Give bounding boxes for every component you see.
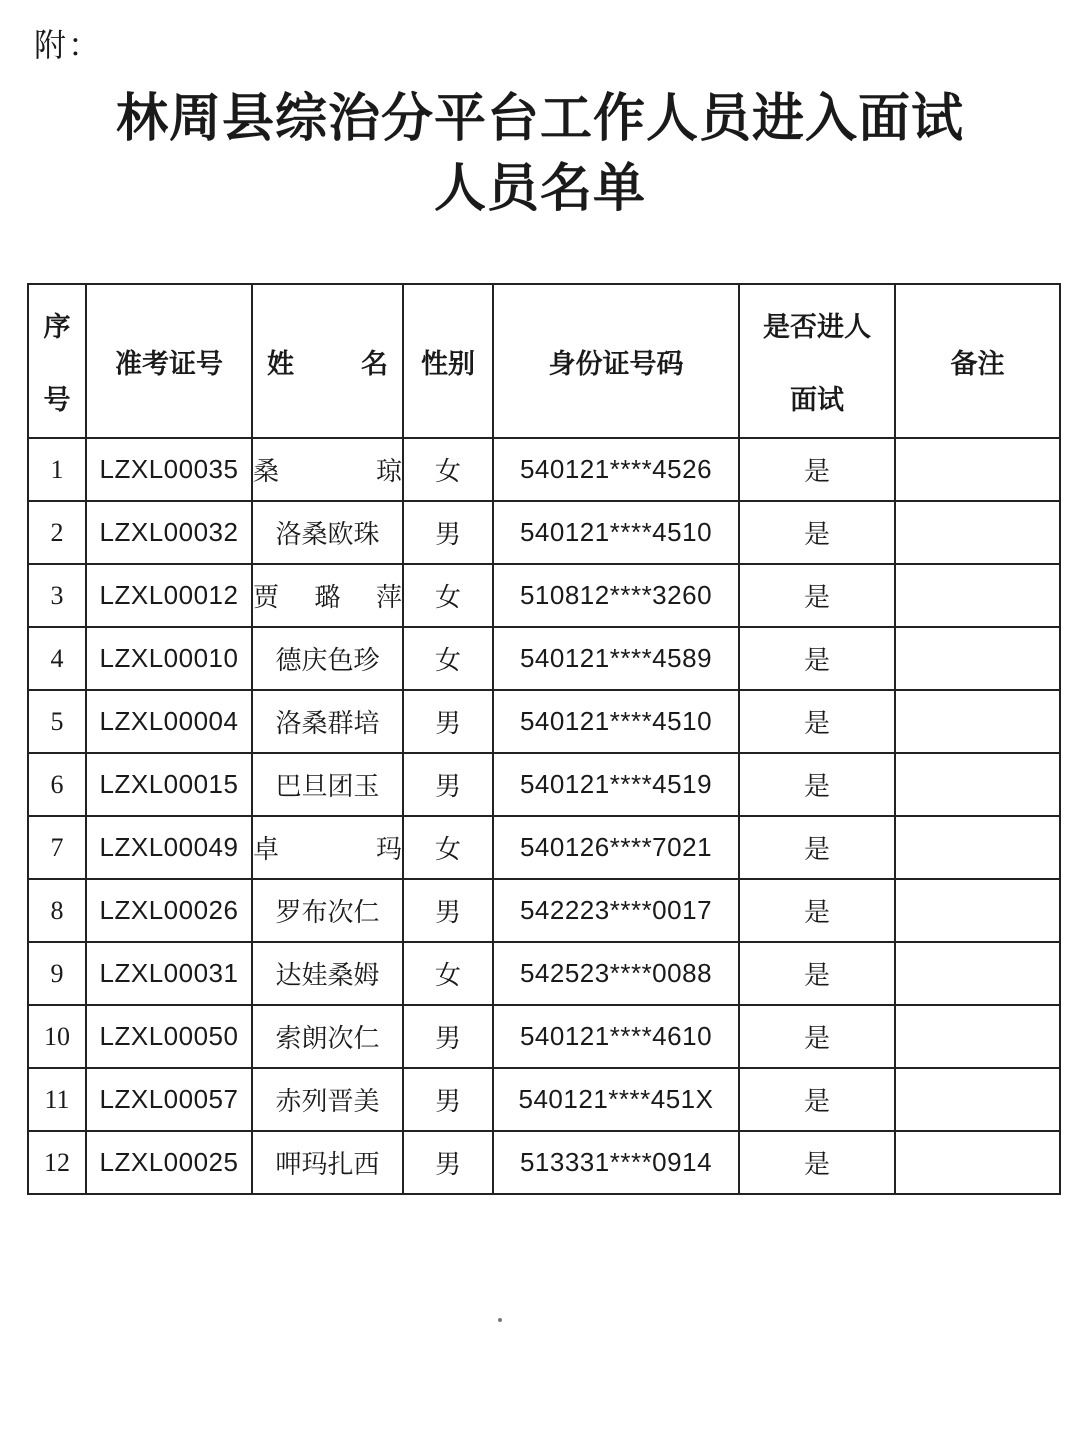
- header-enter: [739, 284, 895, 438]
- cell-enter: 是: [739, 1068, 895, 1131]
- cell-name: 呷玛扎西: [252, 1131, 403, 1194]
- cell-id-number: 540121****4589: [493, 627, 739, 690]
- cell-seq: 12: [28, 1131, 86, 1194]
- cell-gender: 男: [403, 690, 493, 753]
- cell-gender: 女: [403, 627, 493, 690]
- cell-seq: 4: [28, 627, 86, 690]
- table-header-row: [28, 284, 1060, 438]
- cell-cert: LZXL00049: [86, 816, 252, 879]
- table-row: [28, 690, 1060, 753]
- table-row: [28, 753, 1060, 816]
- cell-note: [895, 879, 1060, 942]
- cell-name: 索朗次仁: [252, 1005, 403, 1068]
- cell-cert: LZXL00057: [86, 1068, 252, 1131]
- cell-id-number: 513331****0914: [493, 1131, 739, 1194]
- cell-note: [895, 1068, 1060, 1131]
- header-seq-bottom: 号: [43, 385, 71, 416]
- cell-note: [895, 690, 1060, 753]
- header-enter-bottom: 面试: [790, 385, 844, 416]
- table-row: [28, 564, 1060, 627]
- header-gender: 性别: [403, 284, 493, 438]
- attachment-label: 附：: [34, 26, 103, 64]
- cell-id-number: 510812****3260: [493, 564, 739, 627]
- cell-gender: 男: [403, 753, 493, 816]
- cell-seq: 2: [28, 501, 86, 564]
- cell-enter: 是: [739, 1005, 895, 1068]
- header-cert: 准考证号: [86, 284, 252, 438]
- cell-name: 卓 玛: [252, 816, 403, 879]
- cell-cert: LZXL00004: [86, 690, 252, 753]
- cell-cert: LZXL00026: [86, 879, 252, 942]
- table-row: [28, 627, 1060, 690]
- cell-note: [895, 1131, 1060, 1194]
- table-row: [28, 879, 1060, 942]
- cell-name: 赤列晋美: [252, 1068, 403, 1131]
- cell-cert: LZXL00032: [86, 501, 252, 564]
- cell-note: [895, 627, 1060, 690]
- cell-cert: LZXL00035: [86, 438, 252, 501]
- cell-name: 罗布次仁: [252, 879, 403, 942]
- cell-name: 洛桑欧珠: [252, 501, 403, 564]
- cell-enter: 是: [739, 879, 895, 942]
- cell-id-number: 540121****4526: [493, 438, 739, 501]
- cell-enter: 是: [739, 753, 895, 816]
- header-name-right: 名: [361, 348, 388, 380]
- table-row: [28, 1068, 1060, 1131]
- header-id-number: 身份证号码: [493, 284, 739, 438]
- header-note: 备注: [895, 284, 1060, 438]
- cell-note: [895, 753, 1060, 816]
- cell-enter: 是: [739, 564, 895, 627]
- cell-seq: 11: [28, 1068, 86, 1131]
- cell-note: [895, 564, 1060, 627]
- cell-note: [895, 816, 1060, 879]
- cell-id-number: 540121****4610: [493, 1005, 739, 1068]
- cell-enter: 是: [739, 1131, 895, 1194]
- header-name-left: 姓: [267, 348, 294, 380]
- header-enter-top: 是否进人: [763, 312, 871, 343]
- cell-gender: 男: [403, 879, 493, 942]
- cell-id-number: 540121****4510: [493, 501, 739, 564]
- cell-gender: 男: [403, 1068, 493, 1131]
- cell-cert: LZXL00025: [86, 1131, 252, 1194]
- cell-gender: 男: [403, 1131, 493, 1194]
- cell-note: [895, 1005, 1060, 1068]
- cell-note: [895, 501, 1060, 564]
- cell-note: [895, 438, 1060, 501]
- cell-gender: 男: [403, 1005, 493, 1068]
- cell-name: 巴旦团玉: [252, 753, 403, 816]
- cell-enter: 是: [739, 438, 895, 501]
- cell-seq: 7: [28, 816, 86, 879]
- cell-cert: LZXL00031: [86, 942, 252, 1005]
- cell-id-number: 540121****451X: [493, 1068, 739, 1131]
- cell-seq: 1: [28, 438, 86, 501]
- cell-name: 桑 琼: [252, 438, 403, 501]
- header-seq: [28, 284, 86, 438]
- header-seq-top: 序: [43, 312, 71, 343]
- document-title-line-1: 林周县综治分平台工作人员进入面试: [115, 89, 964, 149]
- cell-seq: 3: [28, 564, 86, 627]
- table-row: [28, 1131, 1060, 1194]
- cell-seq: 5: [28, 690, 86, 753]
- scan-speck: [498, 1318, 502, 1322]
- cell-gender: 女: [403, 438, 493, 501]
- cell-enter: 是: [739, 627, 895, 690]
- cell-name: 贾 璐 萍: [252, 564, 403, 627]
- cell-cert: LZXL00012: [86, 564, 252, 627]
- cell-cert: LZXL00015: [86, 753, 252, 816]
- cell-gender: 女: [403, 816, 493, 879]
- cell-seq: 6: [28, 753, 86, 816]
- cell-enter: 是: [739, 501, 895, 564]
- cell-note: [895, 942, 1060, 1005]
- cell-gender: 女: [403, 564, 493, 627]
- cell-id-number: 540121****4510: [493, 690, 739, 753]
- cell-name: 达娃桑姆: [252, 942, 403, 1005]
- cell-name: 德庆色珍: [252, 627, 403, 690]
- table-row: [28, 501, 1060, 564]
- header-name: [252, 284, 403, 438]
- cell-enter: 是: [739, 942, 895, 1005]
- cell-gender: 女: [403, 942, 493, 1005]
- table-row: [28, 816, 1060, 879]
- cell-gender: 男: [403, 501, 493, 564]
- table-row: [28, 1005, 1060, 1068]
- cell-id-number: 540121****4519: [493, 753, 739, 816]
- cell-seq: 9: [28, 942, 86, 1005]
- table-row: [28, 438, 1060, 501]
- cell-enter: 是: [739, 816, 895, 879]
- cell-id-number: 542523****0088: [493, 942, 739, 1005]
- cell-seq: 8: [28, 879, 86, 942]
- cell-cert: LZXL00050: [86, 1005, 252, 1068]
- cell-enter: 是: [739, 690, 895, 753]
- interview-roster-table: [27, 283, 1061, 1195]
- cell-id-number: 540126****7021: [493, 816, 739, 879]
- cell-seq: 10: [28, 1005, 86, 1068]
- cell-cert: LZXL00010: [86, 627, 252, 690]
- document-title-line-2: 人员名单: [433, 159, 646, 219]
- cell-id-number: 542223****0017: [493, 879, 739, 942]
- table-row: [28, 942, 1060, 1005]
- cell-name: 洛桑群培: [252, 690, 403, 753]
